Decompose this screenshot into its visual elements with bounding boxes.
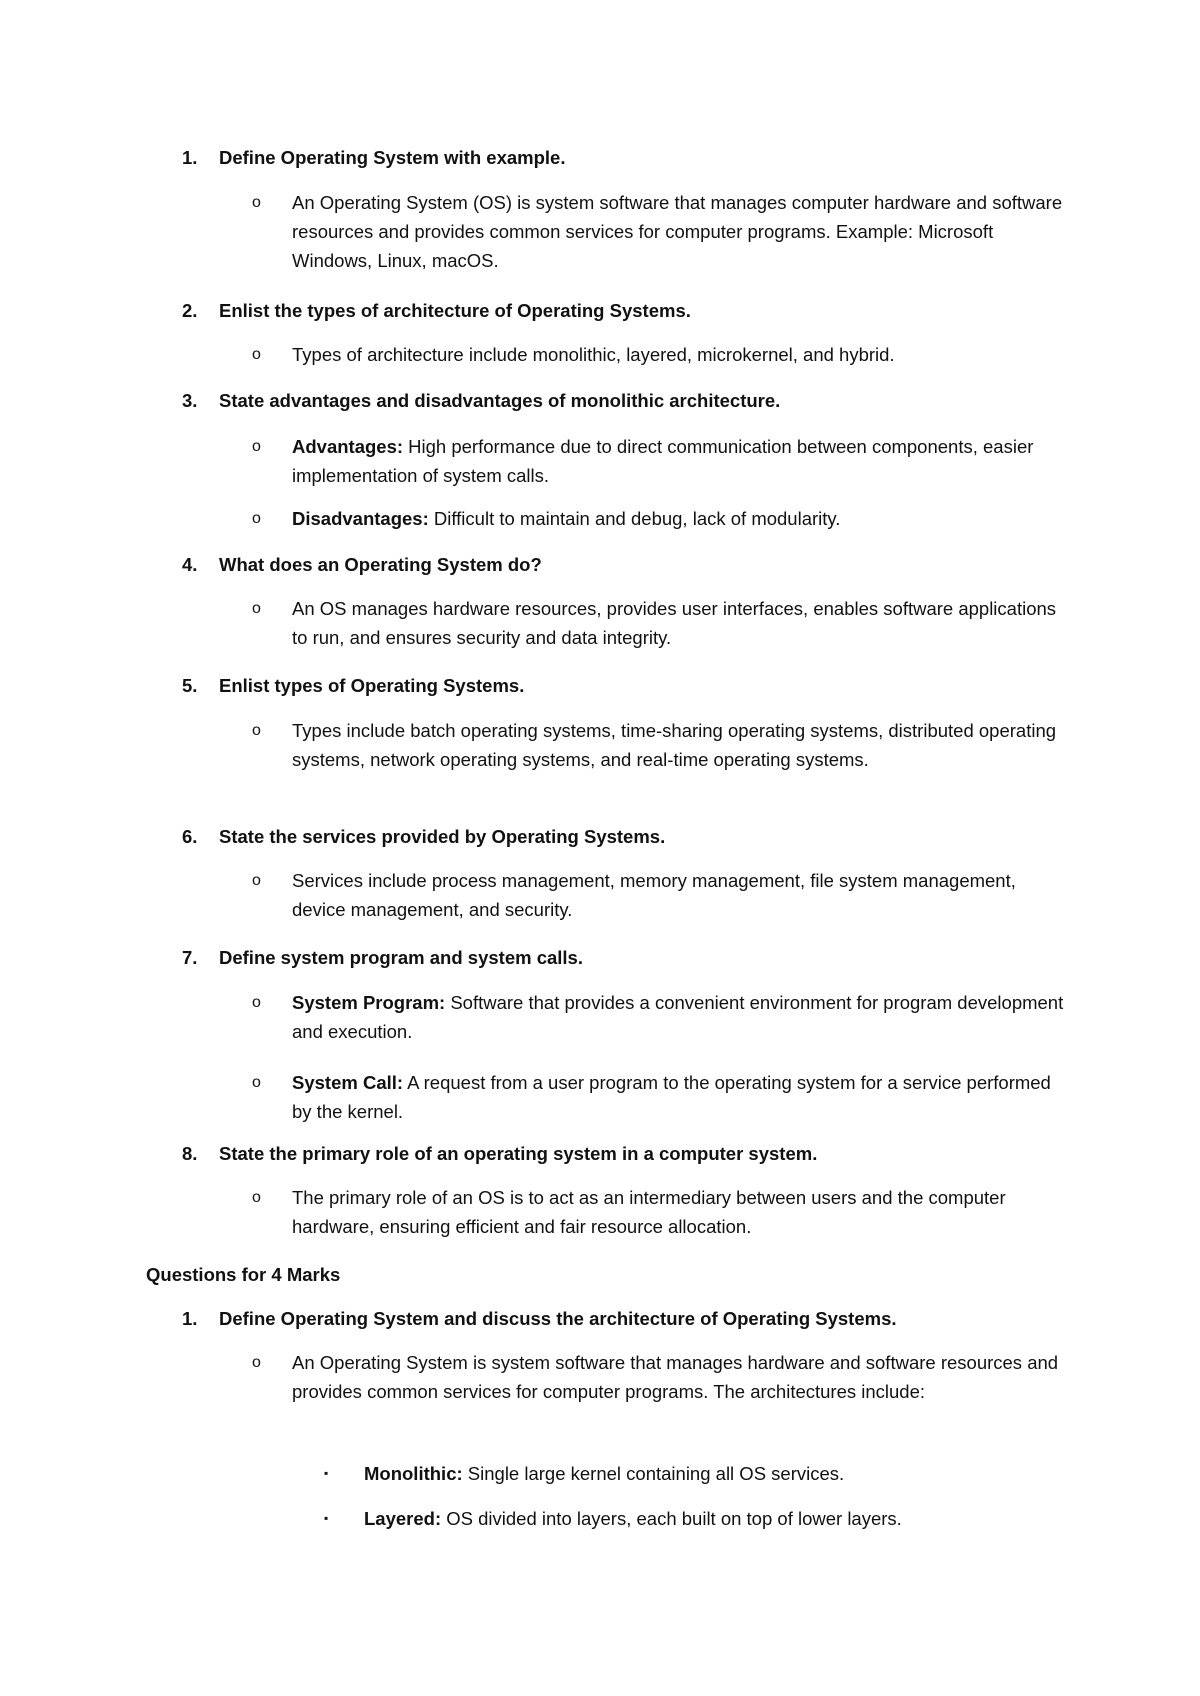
question-number: 1. [182, 1308, 198, 1329]
system-call-label: System Call: [292, 1072, 404, 1093]
circle-bullet-icon: o [252, 872, 261, 889]
circle-bullet-icon: o [252, 194, 261, 211]
question-number: 3. [182, 390, 198, 411]
question-number: 2. [182, 300, 198, 321]
question-title: Define system program and system calls. [219, 947, 583, 968]
question-title: State the services provided by Operating Systems. [219, 826, 666, 847]
answer-text: An Operating System is system software that manages hardware and software resources and provides common services for computer programs. The architectures include: [292, 1352, 1059, 1402]
answer-text: Types of architecture include monolithic, layered, microkernel, and hybrid. [292, 344, 895, 365]
answer-text: High performance due to direct communication between components, easier implementation of system calls. [292, 436, 1034, 486]
system-program-label: System Program: [292, 992, 446, 1013]
question-number: 1. [182, 147, 198, 168]
question-title: Enlist types of Operating Systems. [219, 675, 525, 696]
answer-text: A request from a user program to the operating system for a service performed by the kernel. [292, 1072, 1051, 1122]
layered-label: Layered: [364, 1508, 442, 1529]
question-number: 4. [182, 554, 198, 575]
circle-bullet-icon: o [252, 1189, 261, 1206]
question-title: What does an Operating System do? [219, 554, 542, 575]
answer-text: An Operating System (OS) is system software that manages computer hardware and software resources and provides common services for computer programs. Example: Microsoft Windows, Linux, macOS. [292, 192, 1063, 271]
question-title: Enlist the types of architecture of Operating Systems. [219, 300, 691, 321]
question-title: State the primary role of an operating system in a computer system. [219, 1143, 818, 1164]
square-bullet-icon: ▪ [324, 1466, 329, 1480]
question-number: 6. [182, 826, 198, 847]
square-bullet-icon: ▪ [324, 1511, 329, 1525]
circle-bullet-icon: o [252, 346, 261, 363]
answer-text: Types include batch operating systems, time-sharing operating systems, distributed operating systems, network operating systems, and real-time operating systems. [292, 720, 1057, 770]
question-number: 7. [182, 947, 198, 968]
circle-bullet-icon: o [252, 1354, 261, 1371]
answer-text: Software that provides a convenient environment for program development and execution. [292, 992, 1064, 1042]
architecture-text: OS divided into layers, each built on top of lower layers. [446, 1508, 902, 1529]
advantages-label: Advantages: [292, 436, 404, 457]
circle-bullet-icon: o [252, 722, 261, 739]
question-title: Define Operating System and discuss the architecture of Operating Systems. [219, 1308, 897, 1329]
section-heading: Questions for 4 Marks [146, 1264, 341, 1285]
circle-bullet-icon: o [252, 438, 261, 455]
circle-bullet-icon: o [252, 510, 261, 527]
answer-text: An OS manages hardware resources, provides user interfaces, enables software applications to run, and ensures security and data integrity. [292, 598, 1057, 648]
circle-bullet-icon: o [252, 994, 261, 1011]
question-title: State advantages and disadvantages of monolithic architecture. [219, 390, 781, 411]
disadvantages-label: Disadvantages: [292, 508, 429, 529]
answer-text: The primary role of an OS is to act as an intermediary between users and the computer hardware, ensuring efficient and fair resource allocation. [292, 1187, 1006, 1237]
architecture-text: Single large kernel containing all OS services. [467, 1463, 845, 1484]
answer-text: Difficult to maintain and debug, lack of modularity. [433, 508, 841, 529]
question-title: Define Operating System with example. [219, 147, 566, 168]
circle-bullet-icon: o [252, 600, 261, 617]
question-number: 8. [182, 1143, 198, 1164]
answer-text: Services include process management, memory management, file system management, device management, and security. [292, 870, 1016, 920]
question-number: 5. [182, 675, 198, 696]
monolithic-label: Monolithic: [364, 1463, 463, 1484]
circle-bullet-icon: o [252, 1074, 261, 1091]
